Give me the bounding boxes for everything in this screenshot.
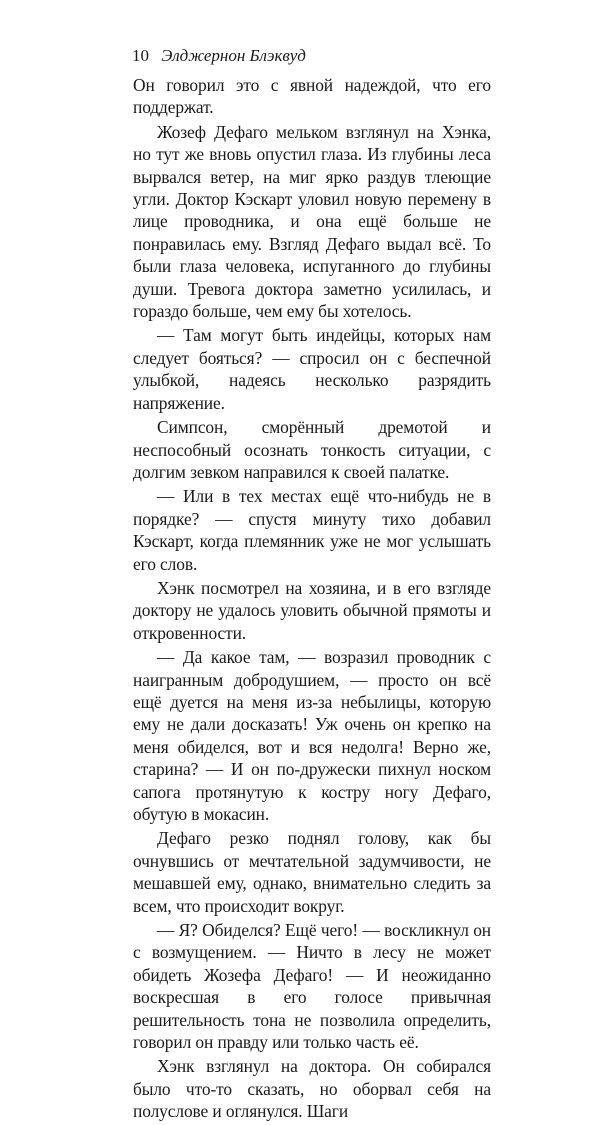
paragraph: Симпсон, сморённый дремотой и неспособный осознать тонкость ситуации, с долгим зевком направился к своей палатке. [133,417,491,482]
paragraph: Хэнк взглянул на доктора. Он собирался было что-то сказать, но оборвал себя на полуслове и оглянулся. Шаги [133,1056,491,1122]
paragraph: — Я? Обиделся? Ещё чего! — воскликнул он с возмущением. — Ничто в лесу не может обидеть Жозефа Дефаго! — И неожиданно воскресшая в его голосе привычная решительность тона не позволила определить, говорил он правду или только часть её. [133,920,491,1053]
running-title: Элджернон Блэквуд [161,46,306,65]
page-number: 10 [132,46,149,65]
paragraph: Жозеф Дефаго мельком взглянул на Хэнка, но тут же вновь опустил глаза. Из глубины леса вырвался ветер, на миг ярко раздув тлеющие угли. Доктор Кэскарт уловил новую перемену в лице проводника, и она ещё больше не понравилась ему. Взгляд Дефаго выдал всё. То были глаза человека, испуганного до глубины души. Тревога доктора заметно усилилась, и гораздо больше, чем ему бы хотелось. [133,121,491,322]
paragraph: — Или в тех местах ещё что-нибудь не в порядке? — спустя минуту тихо добавил Кэскарт, когда племянник уже не мог услышать его слов. [133,486,491,574]
paragraph: Хэнк посмотрел на хозяина, и в его взгляде доктору не удалось уловить обычной прямоты и откровенности. [133,577,491,643]
paragraph: — Да какое там, — возразил проводник с наигранным добродушием, — просто он всё ещё дуется на меня из-за небылицы, которую ему не дали досказать! Уж очень он крепко на меня обиделся, вот и вся недолга! Верно же, старина? — И он по-дружески пихнул носком сапога протянутую к костру ногу Дефаго, обутую в мокасин. [133,647,491,824]
paragraph: Он говорил это с явной надеждой, что его поддержат. [133,75,491,118]
body-text [133,74,491,1125]
paragraph: — Там могут быть индейцы, которых нам следует бояться? — спросил он с беспечной улыбкой, надеясь несколько разрядить напряжение. [133,325,491,413]
paragraph: Дефаго резко поднял голову, как бы очнувшись от мечтательной задумчивости, не мешавшей ему, однако, внимательно следить за всем, что происходит вокруг. [133,828,491,916]
running-header [132,46,306,66]
